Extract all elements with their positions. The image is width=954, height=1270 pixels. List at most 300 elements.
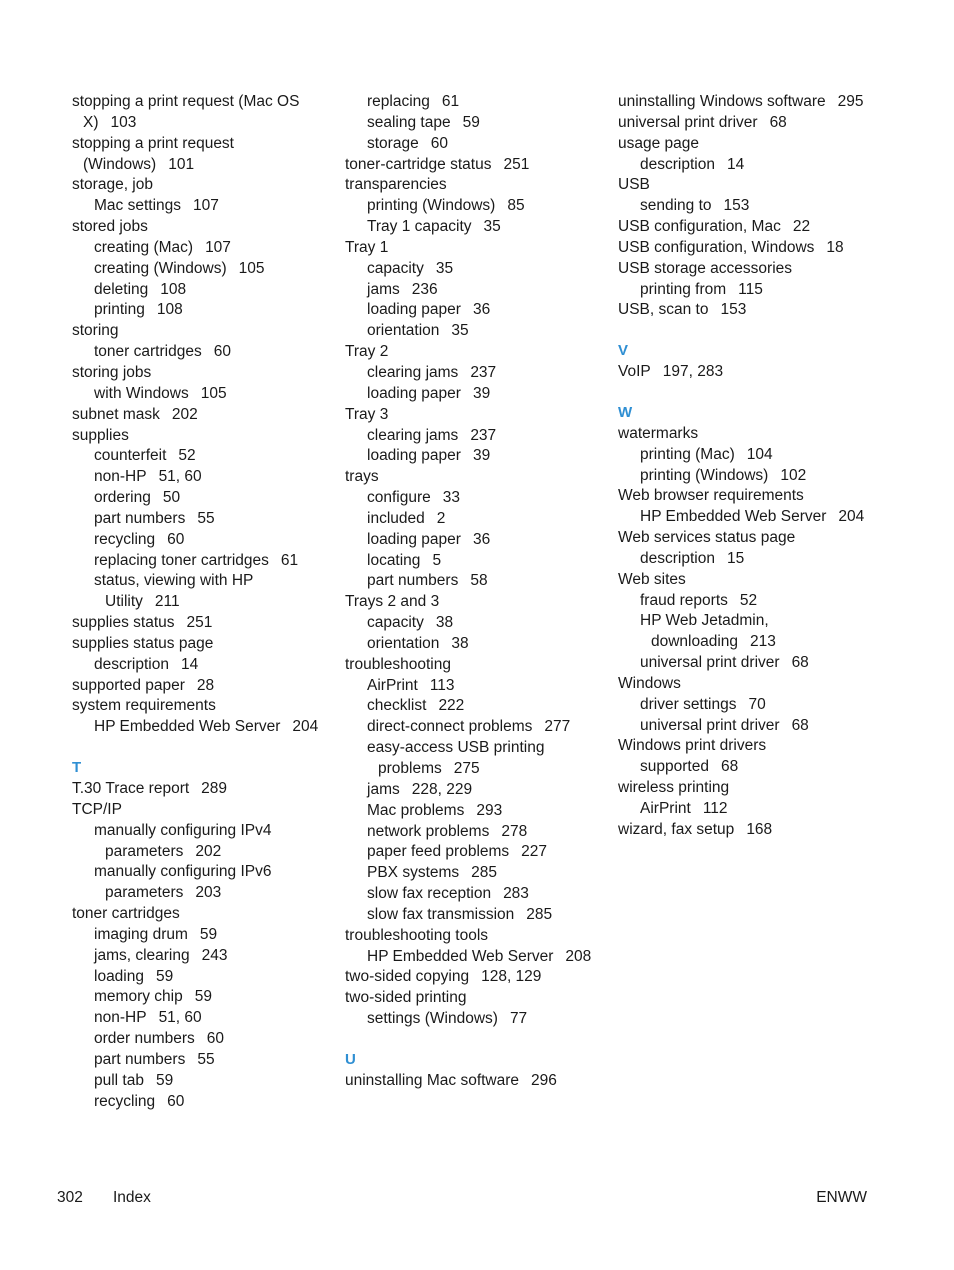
index-term: printing (Windows) [367, 197, 496, 215]
index-term: USB configuration, Windows [618, 238, 815, 256]
index-term: HP Embedded Web Server [640, 508, 827, 526]
index-term: two-sided printing [345, 989, 467, 1007]
index-term: VoIP [618, 363, 651, 381]
index-entry [345, 1071, 595, 1092]
index-page-reference[interactable]: 278 [501, 822, 528, 840]
index-term: loading paper [367, 447, 461, 465]
index-term: capacity [367, 614, 424, 632]
index-page-reference[interactable]: 38 [435, 614, 454, 632]
index-term: manually configuring IPv4 parameters [94, 821, 272, 860]
index-subentry [367, 863, 595, 884]
index-page-reference[interactable]: 105 [200, 384, 227, 402]
index-page-reference[interactable]: 68 [791, 716, 809, 734]
index-entry [618, 820, 868, 841]
index-page-reference[interactable]: 168 [746, 820, 773, 838]
index-entry [618, 113, 868, 134]
index-page-reference[interactable]: 213 [750, 633, 776, 651]
index-term: recycling [94, 530, 156, 548]
index-subentry [367, 1009, 595, 1030]
index-subentry [367, 134, 595, 155]
index-page-reference[interactable]: 77 [509, 1010, 528, 1028]
index-term: Tray 1 capacity [367, 218, 472, 236]
index-page-reference[interactable]: 60 [213, 343, 231, 361]
index-entry [345, 175, 595, 196]
index-column-3 [618, 92, 868, 841]
index-page-reference[interactable]: 202 [171, 405, 198, 423]
index-page-reference[interactable]: 296 [531, 1071, 557, 1089]
index-letter-heading: T [72, 759, 82, 777]
index-entry [72, 92, 322, 134]
index-subentry [640, 757, 868, 778]
index-page-reference[interactable]: 14 [726, 155, 745, 173]
index-term: supported paper [72, 676, 185, 694]
index-page-reference[interactable]: 204 [838, 508, 865, 526]
index-entry [345, 926, 595, 947]
index-term: loading [94, 967, 144, 985]
index-term: part numbers [367, 572, 459, 590]
index-page-reference[interactable]: 14 [180, 655, 199, 673]
index-page-reference[interactable]: 277 [544, 718, 571, 736]
index-term: part numbers [94, 1050, 186, 1068]
index-page-reference[interactable]: 102 [780, 466, 807, 484]
index-term: Windows [618, 674, 681, 692]
index-term: printing (Mac) [640, 445, 735, 463]
index-entry [72, 696, 322, 717]
index-subentry [367, 613, 595, 634]
index-term: two-sided copying [345, 968, 470, 986]
index-term: wireless printing [618, 779, 730, 797]
index-subentry [94, 987, 322, 1008]
index-entry [618, 238, 868, 259]
index-term: subnet mask [72, 405, 160, 423]
index-subentry [640, 549, 868, 570]
index-term: sending to [640, 197, 712, 215]
index-entry [345, 155, 595, 176]
index-term: slow fax transmission [367, 905, 515, 923]
index-entry [618, 736, 868, 757]
index-page-reference[interactable]: 36 [472, 301, 491, 319]
index-entry [618, 362, 868, 383]
index-entry [345, 988, 595, 1009]
index-entry [618, 217, 868, 238]
index-term: clearing jams [367, 426, 459, 444]
index-page-reference[interactable]: 293 [476, 801, 503, 819]
index-term: jams [367, 280, 400, 298]
index-subentry [640, 280, 868, 301]
index-term: supplies status [72, 614, 175, 632]
index-page-reference[interactable]: 285 [471, 864, 498, 882]
index-term: USB configuration, Mac [618, 218, 781, 236]
index-term: with Windows [94, 384, 189, 402]
index-subentry [367, 571, 595, 592]
index-page-reference[interactable]: 295 [837, 93, 864, 110]
index-letter-heading: W [618, 403, 633, 421]
index-entry [618, 175, 868, 196]
index-term: storage [367, 134, 419, 152]
index-term: T.30 Trace report [72, 780, 190, 797]
index-entry [618, 570, 868, 591]
index-page-reference[interactable]: 203 [195, 884, 222, 902]
index-page-reference[interactable]: 15 [726, 549, 745, 567]
index-term: Mac problems [367, 801, 465, 819]
index-page-reference[interactable]: 35 [483, 218, 501, 236]
index-page-reference[interactable]: 204 [292, 718, 319, 736]
index-subentry [94, 717, 322, 738]
index-page-reference[interactable]: 112 [702, 800, 728, 817]
index-page-reference[interactable]: 60 [167, 1092, 185, 1110]
index-subentry [94, 300, 322, 321]
index-term: uninstalling Mac software [345, 1071, 520, 1089]
index-subentry [94, 571, 322, 613]
index-page-reference[interactable]: 59 [155, 1071, 174, 1089]
index-term: troubleshooting [345, 655, 451, 673]
index-subentry [640, 611, 868, 653]
index-page-reference[interactable]: 51, 60 [158, 1009, 202, 1027]
index-term: replacing [367, 93, 430, 110]
index-page-reference[interactable]: 222 [438, 697, 465, 715]
index-term: fraud reports [640, 591, 728, 609]
index-subentry [94, 1071, 322, 1092]
index-term: ordering [94, 489, 151, 507]
index-entry [618, 92, 868, 113]
index-subentry [367, 696, 595, 717]
index-subentry [94, 1008, 322, 1029]
index-page-reference[interactable]: 289 [201, 780, 228, 797]
index-subentry [367, 426, 595, 447]
index-entry [72, 175, 322, 196]
index-entry [618, 134, 868, 155]
index-subentry [367, 363, 595, 384]
index-term: loading paper [367, 384, 461, 402]
index-term: imaging drum [94, 925, 188, 943]
index-column-2 [345, 92, 595, 1092]
index-subentry [367, 738, 595, 780]
index-page-reference[interactable]: 202 [195, 842, 222, 860]
index-page-reference[interactable]: 55 [197, 509, 215, 527]
index-subentry [640, 507, 868, 528]
index-page-reference[interactable]: 39 [472, 447, 491, 465]
index-term: Trays 2 and 3 [345, 593, 440, 611]
index-term: checklist [367, 697, 427, 715]
index-subentry [94, 530, 322, 551]
index-subentry [367, 321, 595, 342]
index-page-reference[interactable]: 153 [720, 301, 747, 319]
index-page-reference[interactable]: 251 [503, 155, 530, 173]
index-term: counterfeit [94, 447, 167, 465]
index-term: uninstalling Windows software [618, 93, 826, 110]
index-page-reference[interactable]: 108 [156, 301, 183, 319]
index-term: jams [367, 780, 400, 798]
index-page-reference[interactable]: 283 [503, 885, 529, 903]
index-term: universal print driver [640, 716, 780, 734]
index-entry [618, 424, 868, 445]
index-page-reference[interactable]: 115 [738, 280, 763, 298]
index-page-reference[interactable]: 52 [178, 447, 196, 465]
index-term: pull tab [94, 1071, 144, 1089]
index-term: Windows print drivers [618, 737, 767, 755]
index-term: network problems [367, 822, 490, 840]
index-page-reference[interactable]: 104 [746, 445, 773, 463]
index-subentry [640, 196, 868, 217]
index-term: description [94, 655, 169, 673]
index-subentry [367, 92, 595, 113]
index-subentry [367, 801, 595, 822]
index-page-reference[interactable]: 105 [238, 259, 265, 277]
index-page-reference[interactable]: 39 [472, 384, 491, 402]
index-page-reference[interactable]: 61 [280, 551, 299, 569]
index-subentry [367, 676, 595, 697]
index-subentry [94, 467, 322, 488]
index-letter-heading: V [618, 342, 629, 360]
index-term: universal print driver [640, 654, 780, 672]
index-term: printing (Windows) [640, 466, 769, 484]
index-column-1 [72, 92, 322, 1113]
index-page-reference[interactable]: 113 [429, 676, 455, 694]
index-subentry [367, 551, 595, 572]
index-subentry [367, 384, 595, 405]
index-term: storing jobs [72, 363, 152, 381]
index-term: creating (Windows) [94, 259, 227, 277]
index-term: toner-cartridge status [345, 155, 492, 173]
index-term: configure [367, 489, 431, 507]
index-page-reference[interactable]: 36 [472, 530, 491, 548]
index-subentry [94, 946, 322, 967]
index-subentry [367, 113, 595, 134]
index-entry [618, 259, 868, 280]
index-term: Tray 2 [345, 343, 389, 361]
index-page-reference[interactable]: 228, 229 [411, 780, 473, 798]
index-page-reference[interactable]: 59 [199, 925, 218, 943]
index-page-reference[interactable]: 107 [193, 197, 219, 215]
index-term: AirPrint [640, 800, 691, 817]
index-subentry [94, 280, 322, 301]
index-subentry [640, 716, 868, 737]
index-page-reference[interactable]: 227 [521, 843, 548, 861]
index-subentry [640, 591, 868, 612]
index-page-reference[interactable]: 153 [723, 197, 750, 215]
index-entry [618, 674, 868, 695]
index-page-reference[interactable]: 5 [432, 551, 442, 569]
index-term: transparencies [345, 176, 447, 194]
index-term: system requirements [72, 697, 216, 715]
index-page-reference[interactable]: 55 [197, 1050, 215, 1068]
index-term: Tray 3 [345, 405, 389, 423]
index-term: HP Web Jetadmin, downloading [640, 612, 769, 651]
index-subentry [640, 695, 868, 716]
index-term: included [367, 509, 425, 527]
index-term: sealing tape [367, 113, 451, 131]
index-page-reference[interactable]: 18 [826, 238, 844, 256]
index-page-reference[interactable]: 107 [205, 238, 231, 256]
index-subentry [94, 551, 322, 572]
index-subentry [640, 799, 868, 820]
index-entry [345, 592, 595, 613]
index-term: usage page [618, 134, 700, 152]
index-subentry [94, 1029, 322, 1050]
index-term: slow fax reception [367, 885, 492, 903]
index-subentry [367, 280, 595, 301]
index-subentry [367, 780, 595, 801]
index-term: orientation [367, 322, 440, 340]
index-page-reference[interactable]: 68 [720, 758, 739, 776]
index-subentry [94, 1050, 322, 1071]
index-entry [618, 528, 868, 549]
index-page-reference[interactable]: 28 [196, 676, 215, 694]
index-entry [618, 300, 868, 321]
index-subentry [367, 822, 595, 843]
index-term: stored jobs [72, 218, 148, 236]
index-term: description [640, 155, 715, 173]
index-page-reference[interactable]: 275 [453, 760, 480, 777]
index-subentry [94, 655, 322, 676]
index-subentry [94, 384, 322, 405]
index-letter-heading: U [345, 1050, 356, 1068]
index-page-reference[interactable]: 251 [186, 614, 213, 632]
index-term: loading paper [367, 530, 461, 548]
index-page-reference[interactable]: 22 [792, 218, 811, 236]
index-term: clearing jams [367, 363, 459, 381]
index-page-reference[interactable]: 35 [435, 259, 454, 277]
index-page-reference[interactable]: 38 [451, 634, 469, 652]
index-term: wizard, fax setup [618, 820, 735, 838]
index-term: trays [345, 468, 379, 486]
index-term: printing [94, 301, 145, 319]
index-subentry [94, 1092, 322, 1113]
index-term: USB storage accessories [618, 259, 793, 277]
index-subentry [640, 445, 868, 466]
index-entry [72, 426, 322, 447]
index-term: deleting [94, 280, 149, 298]
index-page-reference[interactable]: 101 [168, 155, 195, 173]
index-page-reference[interactable]: 60 [430, 134, 448, 152]
index-term: storage, job [72, 176, 153, 194]
index-term: supplies status page [72, 634, 214, 652]
index-subentry [94, 446, 322, 467]
index-term: HP Embedded Web Server [94, 718, 281, 736]
index-page-reference[interactable]: 85 [507, 197, 525, 215]
index-page-reference[interactable]: 103 [110, 113, 137, 131]
index-subentry [367, 842, 595, 863]
index-term: Web sites [618, 570, 686, 588]
index-subentry [367, 300, 595, 321]
index-subentry [367, 884, 595, 905]
index-term: watermarks [618, 424, 699, 442]
index-page-reference[interactable]: 285 [526, 905, 553, 923]
index-entry [618, 486, 868, 507]
index-page-reference[interactable]: 59 [194, 988, 212, 1006]
index-term: part numbers [94, 509, 186, 527]
index-term: toner cartridges [72, 905, 180, 923]
index-page-reference[interactable]: 59 [462, 113, 480, 131]
index-entry [345, 467, 595, 488]
index-page-reference[interactable]: 70 [748, 695, 766, 713]
index-term: capacity [367, 259, 424, 277]
index-entry [72, 613, 322, 634]
index-subentry [94, 238, 322, 259]
index-subentry [367, 530, 595, 551]
index-term: Web services status page [618, 529, 796, 547]
footer-page-number: 302 [57, 1189, 83, 1206]
index-subentry [94, 259, 322, 280]
index-subentry [367, 634, 595, 655]
index-page-reference[interactable]: 243 [201, 946, 228, 964]
index-page-reference[interactable]: 68 [769, 113, 787, 131]
index-subentry [367, 196, 595, 217]
index-entry [72, 363, 322, 384]
index-term: locating [367, 551, 421, 569]
index-subentry [94, 342, 322, 363]
index-term: TCP/IP [72, 800, 122, 818]
index-page-reference[interactable]: 68 [791, 654, 809, 672]
index-page-reference[interactable]: 237 [470, 426, 497, 444]
index-page-reference[interactable]: 52 [739, 591, 758, 609]
index-term: Mac settings [94, 197, 182, 215]
index-term: storing [72, 322, 119, 340]
index-page-reference[interactable]: 60 [167, 530, 185, 548]
index-entry [345, 405, 595, 426]
index-page-reference[interactable]: 128, 129 [481, 968, 542, 986]
index-term: status, viewing with HP Utility [94, 572, 254, 611]
index-subentry [640, 155, 868, 176]
index-page-reference[interactable]: 61 [441, 93, 460, 110]
index-page-reference[interactable]: 50 [162, 489, 181, 507]
index-entry [345, 238, 595, 259]
index-term: non-HP [94, 468, 147, 486]
index-term: memory chip [94, 988, 183, 1006]
index-page-reference[interactable]: 60 [206, 1030, 225, 1048]
index-term: supported [640, 758, 709, 776]
index-page-reference[interactable]: 197, 283 [662, 363, 724, 381]
index-term: printing from [640, 280, 727, 298]
index-page-reference[interactable]: 108 [160, 280, 187, 298]
index-term: driver settings [640, 695, 737, 713]
footer-section-title: Index [113, 1189, 151, 1206]
index-page-reference[interactable]: 59 [156, 967, 174, 985]
index-term: supplies [72, 426, 129, 444]
index-term: orientation [367, 634, 440, 652]
index-term: order numbers [94, 1030, 195, 1048]
footer-doc-code: ENWW [816, 1189, 867, 1206]
index-term: direct-connect problems [367, 718, 533, 736]
index-term: USB [618, 176, 650, 194]
index-entry [72, 800, 322, 821]
index-page-reference[interactable]: 33 [442, 489, 461, 507]
index-entry [72, 134, 322, 176]
index-page-reference[interactable]: 51, 60 [158, 468, 202, 486]
index-term: paper feed problems [367, 843, 510, 861]
index-page-reference[interactable]: 208 [565, 947, 592, 965]
index-subentry [94, 488, 322, 509]
index-term: Tray 1 [345, 238, 389, 256]
index-entry [345, 967, 595, 988]
index-page-reference[interactable]: 35 [451, 322, 469, 340]
index-page-reference[interactable]: 2 [436, 509, 446, 527]
index-term: toner cartridges [94, 343, 202, 361]
index-term: recycling [94, 1092, 156, 1110]
index-page-reference[interactable]: 58 [470, 572, 488, 590]
index-page-reference[interactable]: 236 [411, 280, 438, 298]
index-entry [72, 779, 322, 800]
index-page-reference[interactable]: 211 [154, 593, 180, 611]
index-term: stopping a print request (Mac OS X) [72, 93, 300, 131]
index-subentry [367, 488, 595, 509]
index-page-reference[interactable]: 237 [470, 363, 497, 381]
index-term: troubleshooting tools [345, 926, 489, 944]
index-subentry [367, 905, 595, 926]
index-term: loading paper [367, 301, 461, 319]
index-term: replacing toner cartridges [94, 551, 269, 569]
index-subentry [640, 653, 868, 674]
